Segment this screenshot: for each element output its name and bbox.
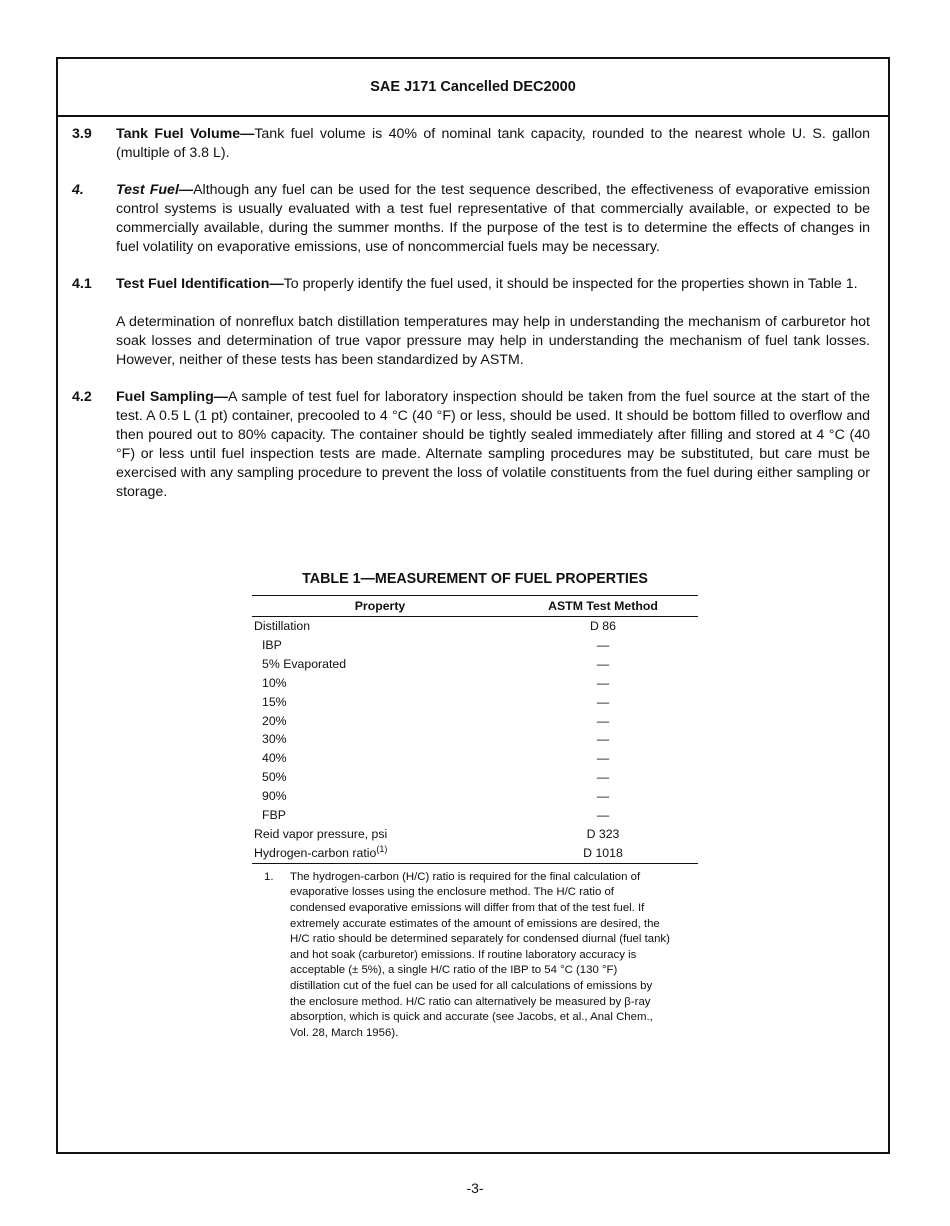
page-number: -3- <box>466 1180 484 1196</box>
table-row <box>252 636 698 655</box>
table-row <box>252 655 698 674</box>
footnote-number: 1. <box>264 870 274 883</box>
section-number: 4. <box>72 182 84 198</box>
method-cell: D 86 <box>590 619 616 633</box>
section-paragraph: Although any fuel can be used for the test sequence described, the effectiveness of evaporative emission control systems is usually evaluated with a test fuel representative of that commercially available, or expected to be commercially available, during the summer months. If the purpose of the test is to determine the effects of changes in fuel volatility on evaporative emissions, use of noncommercial fuels may be necessary. <box>116 182 870 255</box>
property-cell: 90% <box>262 789 287 804</box>
property-cell: IBP <box>262 637 282 652</box>
table-row <box>252 693 698 712</box>
table-row <box>252 749 698 768</box>
section-paragraph: Tank fuel volume is 40% of nominal tank capacity, rounded to the nearest whole U. S. gallon (multiple of 3.8 L). <box>116 126 871 161</box>
section-title: Test Fuel— <box>116 182 194 198</box>
column-header-property: Property <box>252 596 508 617</box>
property-cell: 30% <box>262 732 287 747</box>
method-cell: — <box>596 637 610 652</box>
method-cell: — <box>596 656 610 671</box>
property-cell: 15% <box>262 694 287 709</box>
section-title: Fuel Sampling— <box>116 389 228 405</box>
method-cell: — <box>596 675 610 690</box>
property-cell <box>252 844 508 863</box>
footnote-marker: (1) <box>376 843 388 854</box>
method-cell: — <box>596 808 610 823</box>
property-cell: 40% <box>262 751 287 766</box>
section-4-1 <box>72 275 870 370</box>
method-cell: — <box>596 694 610 709</box>
section-number: 4.1 <box>72 276 92 292</box>
page-frame <box>56 57 890 1154</box>
section-paragraph: A sample of test fuel for laboratory inspection should be taken from the fuel source at the start of the test. A 0.5 L (1 pt) container, precooled to 4 °C (40 °F) or less, should be used. It should be bottom filled to overflow and then poured out to 80% capacity. The container should be tightly sealed immediately after filling and stored at 4 °C (40 °F) or less until fuel inspection tests are made. Alternate sampling procedures may be substituted, but care must be exercised with any sampling procedure to prevent the loss of volatile constituents from the fuel during either sampling or storage. <box>116 389 870 500</box>
section-number: 4.2 <box>72 389 92 405</box>
property-cell: 5% Evaporated <box>262 656 347 671</box>
document-body <box>72 125 870 520</box>
table-row <box>252 825 698 844</box>
table-caption: TABLE 1—MEASUREMENT OF FUEL PROPERTIES <box>302 571 648 587</box>
table-row <box>252 617 698 636</box>
section-title: Tank Fuel Volume— <box>116 126 255 142</box>
method-cell: — <box>596 713 610 728</box>
table-footnote <box>252 870 698 1042</box>
document-title: SAE J171 Cancelled DEC2000 <box>370 79 576 95</box>
footnote-text: The hydrogen-carbon (H/C) ratio is required for the final calculation of evaporative losses using the enclosure method. The H/C ratio of condensed evaporative emissions will differ from that of the test fuel. If extremely accurate estimates of the amount of emissions are desired, the H/C ratio should be determined separately for condensed diurnal (fuel tank) and hot soak (carburetor) emissions. If routine laboratory accuracy is acceptable (± 5%), a single H/C ratio of the IBP to 54 °C (130 °F) distillation cut of the fuel can be used for all calculations of emissions by the enclosure method. H/C ratio can alternatively be measured by β-ray absorption, which is quick and accurate (see Jacobs, et al., Anal Chem., Vol. 28, March 1956). <box>290 870 670 1039</box>
method-cell: — <box>596 789 610 804</box>
section-number: 3.9 <box>72 126 92 142</box>
property-cell: 10% <box>262 675 287 690</box>
property-cell: Reid vapor pressure, psi <box>254 826 388 841</box>
method-cell: — <box>596 732 610 747</box>
table-row <box>252 674 698 693</box>
section-title: Test Fuel Identification— <box>116 276 284 292</box>
document-header <box>58 59 888 117</box>
section-paragraph: To properly identify the fuel used, it should be inspected for the properties shown in Table 1. <box>283 276 858 292</box>
table-row <box>252 844 698 863</box>
table-row <box>252 712 698 731</box>
property-cell: Distillation <box>254 619 311 633</box>
table-row <box>252 806 698 825</box>
section-3-9 <box>72 125 870 163</box>
section-4-2 <box>72 388 870 502</box>
table-row <box>252 787 698 806</box>
method-cell: — <box>596 751 610 766</box>
section-4 <box>72 181 870 257</box>
column-header-method: ASTM Test Method <box>508 596 698 617</box>
property-cell: 50% <box>262 770 287 785</box>
method-cell: D 1018 <box>508 844 698 863</box>
property-cell: FBP <box>262 808 286 823</box>
fuel-properties-table-block <box>252 571 698 1041</box>
section-paragraph: A determination of nonreflux batch distillation temperatures may help in understanding the mechanism of carburetor hot soak losses and determination of true vapor pressure may help in understanding the mechanism of fuel tank losses. However, neither of these tests has been standardized by ASTM. <box>116 314 870 368</box>
property-cell: 20% <box>262 713 287 728</box>
table-row <box>252 768 698 787</box>
method-cell: D 323 <box>586 826 620 841</box>
method-cell: — <box>596 770 610 785</box>
property-label: Hydrogen-carbon ratio <box>254 845 377 860</box>
fuel-properties-table <box>252 595 698 864</box>
table-row <box>252 730 698 749</box>
